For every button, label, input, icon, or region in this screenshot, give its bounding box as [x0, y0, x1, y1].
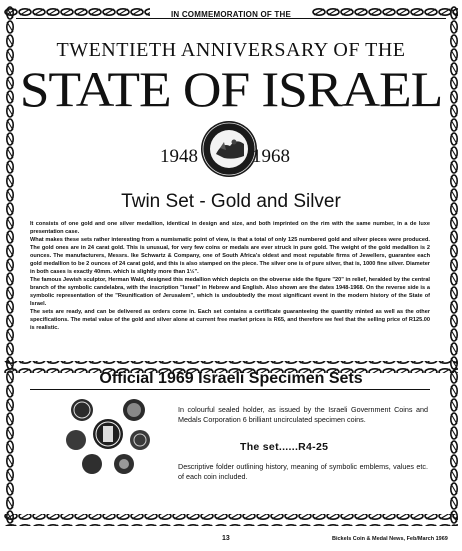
heading-line-2: STATE OF ISRAEL	[19, 61, 443, 117]
specimen-folder-note: Descriptive folder outlining history, meaning of symbolic emblems, values etc. of each coin included.	[178, 462, 428, 481]
specimen-description: In colourful sealed holder, as issued by the Israeli Government Coins and Medals Corporation 6 brilliant uncirculated specimen coins.	[178, 405, 428, 424]
year-end: 1968	[252, 146, 290, 167]
heading-line-1: TWENTIETH ANNIVERSARY OF THE	[56, 39, 406, 61]
paragraph-1: It consists of one gold and one silver medallion, identical in design and size, and both imprinted on the rim with the same number, in a de luxe presentation case.	[30, 221, 430, 235]
page-number: 13	[222, 535, 230, 542]
article-body	[30, 220, 430, 332]
paragraph-3: The famous Jewish sculptor, Herman Wald, designed this medallion which depicts on the obverse side the figure "20" in relief, heralded by the central branch of the symbolic candelabra, with the inscription "Israel" in Hebrew and English. Also shown are the dates 1948-1968. On the reverse side is a symbolic representation of the "Reunification of Jerusalem", which is undoubtedly the most significant event in the modern history of the State of Israel.	[30, 277, 430, 307]
paragraph-2: What makes these sets rather interesting from a numismatic point of view, is that a total of only 125 numbered gold and silver pieces were produced. The gold ones are in 24 carat gold. This is unusual, for very few coins or medals are ever struck in pure gold. The weight of the gold medallion is 2 ounces. The manufacturers, Messrs. Ike Schwartz & Company, one of South Africa's oldest and most reputable firms of Jewellers, guarantee each gold medallion to be 2 ounces of 24 carat gold, and this is also stamped on the piece. The silver one is of pure silver, that is, 1000 fine silver. Diameter in both cases is exactly 40mm. which is slightly more than 1½".	[30, 237, 430, 275]
paragraph-4: The sets are ready, and can be delivered as orders come in. Each set contains a certificate guaranteeing the quantity minted as well as the other specifications. The metal value of the gold and silver alone at current free market prices is R65, and therefore we feel that the selling price of R125.00 is realistic.	[30, 309, 430, 331]
banner-text: IN COMMEMORATION OF THE	[171, 10, 291, 19]
medallion-image	[200, 120, 258, 178]
specimen-divider	[30, 389, 430, 390]
specimen-title: Official 1969 Israeli Specimen Sets	[99, 370, 363, 387]
commemoration-banner	[150, 4, 312, 19]
publication-credit: Bickels Coin & Medal News, Feb/March 1969	[332, 536, 448, 542]
specimen-coins-image	[62, 394, 154, 476]
subtitle: Twin Set - Gold and Silver	[121, 191, 341, 212]
year-start: 1948	[160, 146, 198, 167]
specimen-price: The set......R4-25	[240, 441, 329, 453]
